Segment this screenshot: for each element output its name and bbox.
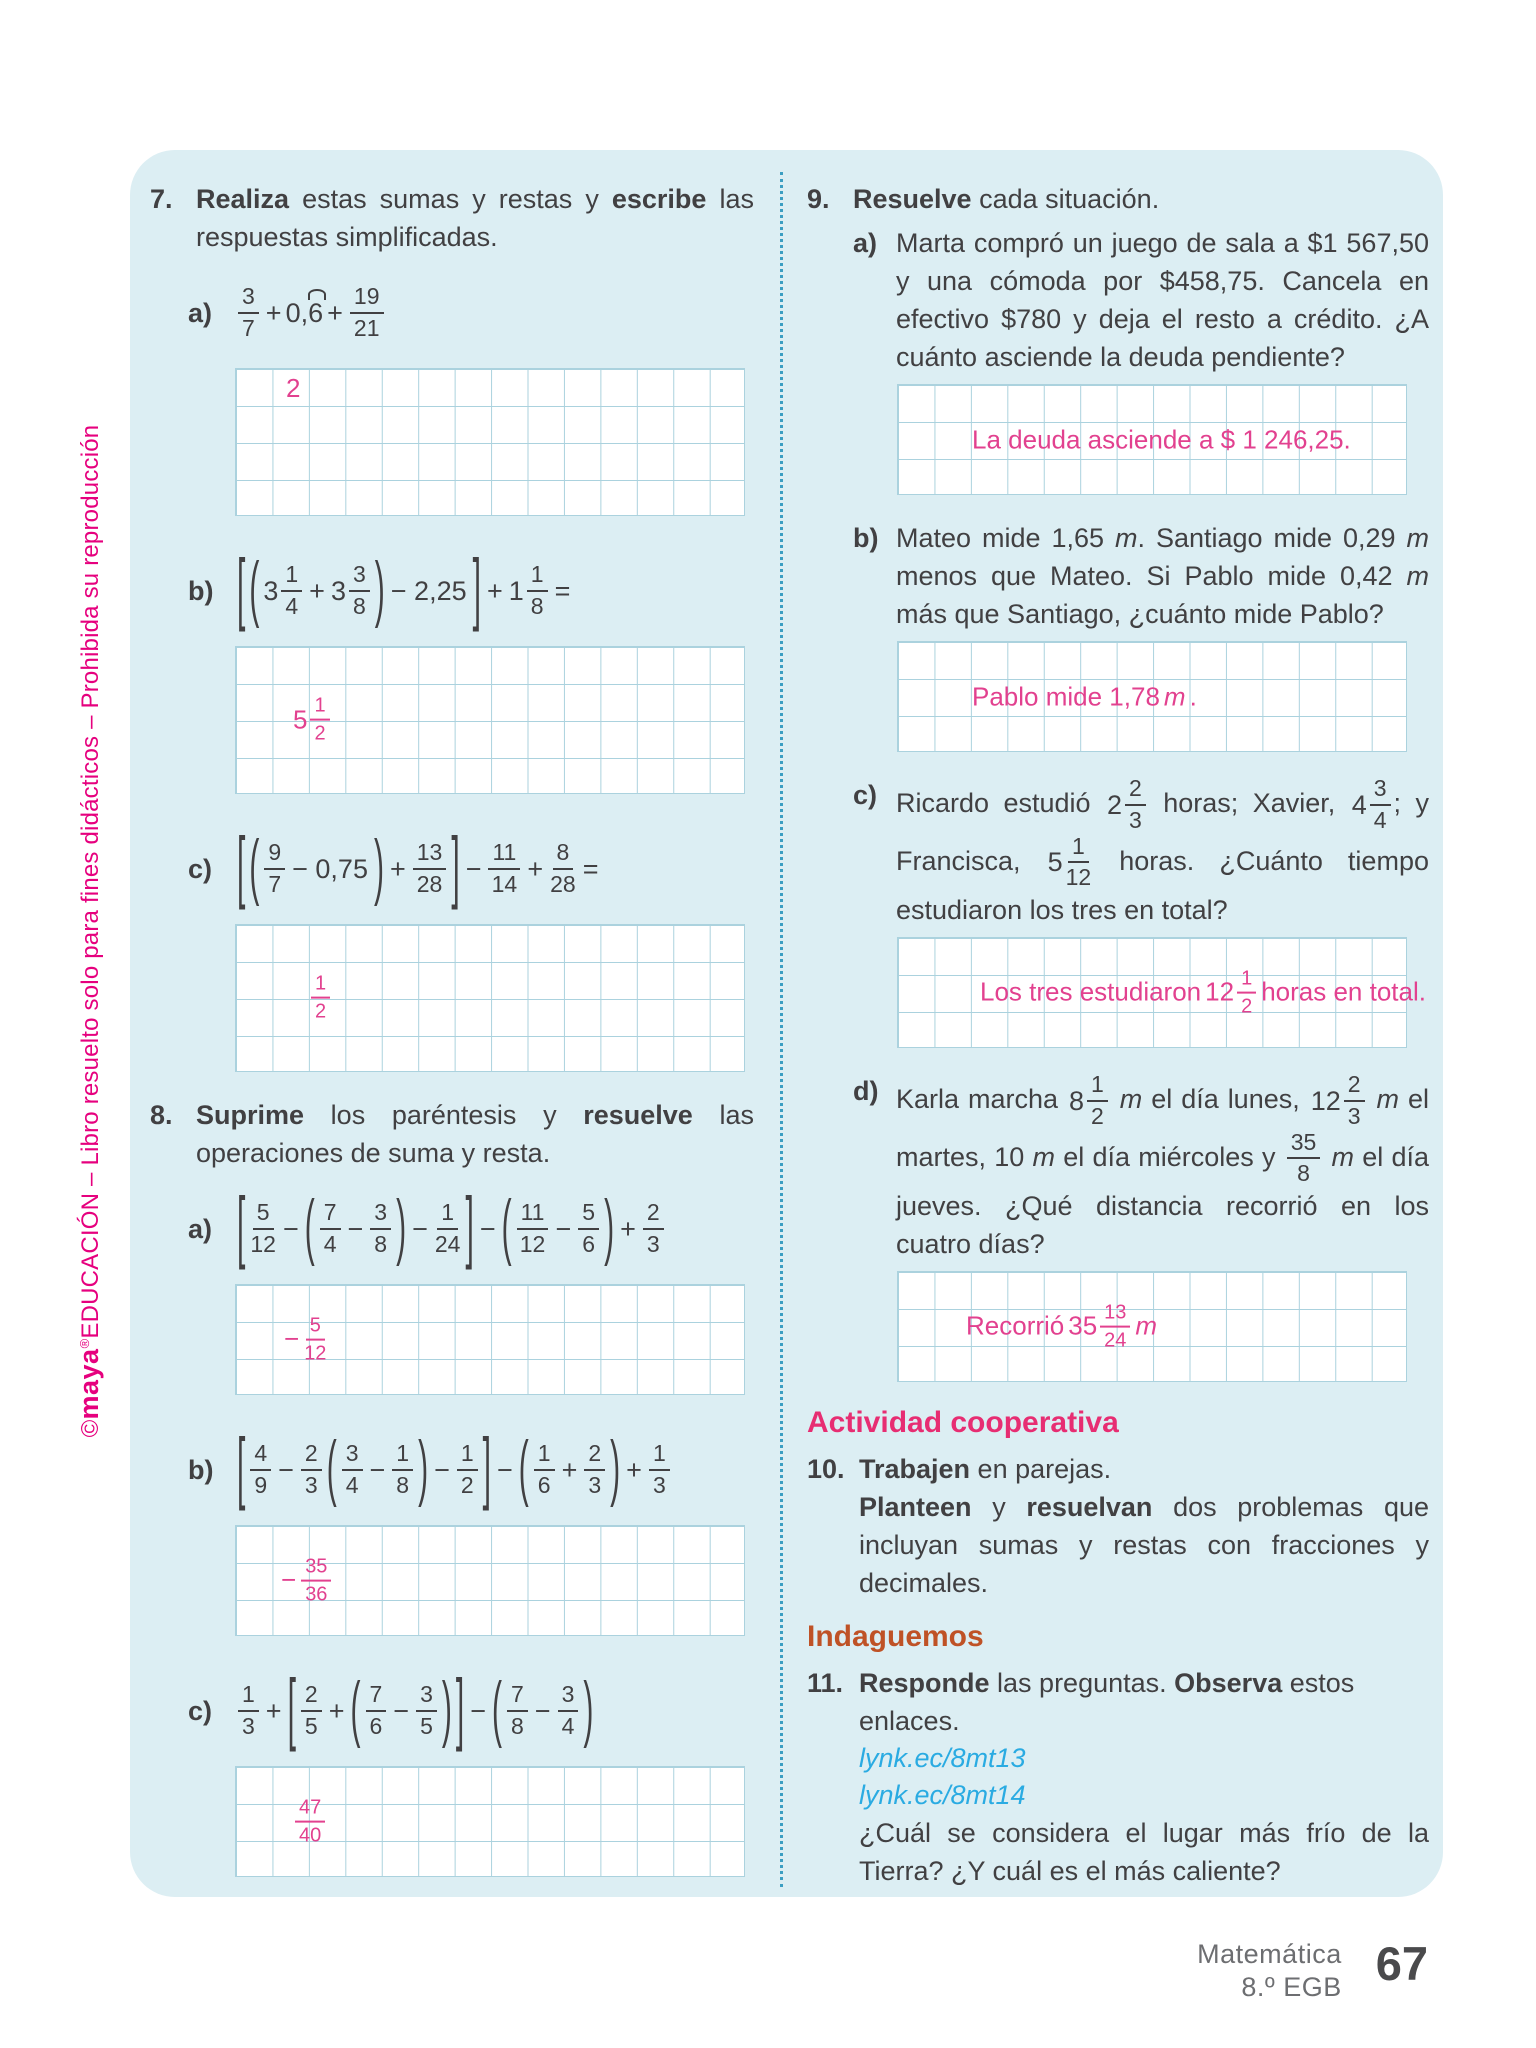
answer-9c: Los tres estudiaron 12 $\frac{1}{2}$ horas en total. xyxy=(980,967,1426,1018)
item-8a xyxy=(188,1178,754,1280)
item-9a xyxy=(853,224,1429,495)
page-number: 67 xyxy=(1375,1937,1428,1990)
answer-9b: Pablo mide 1,78 m . xyxy=(972,681,1197,711)
exercise-7-prompt: Realiza estas sumas y restas y escribe las respuestas simplificadas. xyxy=(196,184,754,252)
inquiry-heading: Indaguemos xyxy=(807,1620,984,1653)
exercise-11-lead: Responde las preguntas. Observa estos enlaces. xyxy=(859,1668,1355,1736)
registered-mark: ® xyxy=(77,1338,92,1349)
cooperative-activity-section xyxy=(807,1406,1429,1602)
exercise-10-body: Planteen y resuelvan dos problemas que incluyan sumas y restas con fracciones y decimales. xyxy=(859,1492,1429,1598)
answer-7c: $\frac{1}{2}$ xyxy=(308,973,333,1024)
worksheet-panel xyxy=(130,150,1443,1897)
item-8c xyxy=(188,1660,754,1762)
footer-grade: 8.º EGB xyxy=(1241,1972,1342,2002)
answer-7b: 5 $\frac{1}{2}$ xyxy=(291,695,333,746)
equation-7a: $\frac{3}{7}$ + 0,6 + $\frac{19}{21}$ xyxy=(235,284,387,342)
answer-grid-8a[interactable] xyxy=(235,1284,745,1395)
answer-grid-8c[interactable] xyxy=(235,1766,745,1877)
right-column xyxy=(783,170,1429,1897)
item-9c-label: c) xyxy=(853,780,878,810)
answer-8a: − $\frac{5}{12}$ xyxy=(284,1314,327,1365)
exercise-9 xyxy=(807,180,1429,1382)
equation-7c: [ ( $\frac{9}{7}$ − 0,75 ) + $\frac{13}{28}$ ] − $\frac{11}{14}$ + $\frac{8}{28}$ = xyxy=(237,823,599,912)
exercise-8-prompt: Suprime los paréntesis y resuelve las operaciones de suma y resta. xyxy=(196,1100,754,1168)
item-9d xyxy=(853,1072,1429,1382)
equation-7b: [ ( 3 $\frac{1}{4}$ + 3 $\frac{3}{8}$ ) − 2,25 ] + 1 $\frac{1}{8}$ = xyxy=(237,545,571,634)
exercise-10-lead: Trabajen en parejas. xyxy=(859,1454,1112,1484)
answer-grid-9d[interactable] xyxy=(897,1271,1407,1382)
equation-8c: $\frac{1}{3}$ + [ $\frac{2}{5}$ + ( $\frac{7}{6}$ − $\frac{3}{5}$ ) ] − ( $\frac{7}{8}$ − $\frac{3}{4}$ ) xyxy=(235,1682,595,1740)
item-7a xyxy=(188,262,754,364)
exercise-7 xyxy=(150,180,754,1072)
exercise-8-number: 8. xyxy=(150,1100,173,1130)
answer-grid-9c[interactable] xyxy=(897,937,1426,1048)
answer-8b: − $\frac{35}{36}$ xyxy=(279,1555,334,1606)
item-8a-label: a) xyxy=(188,1213,213,1244)
answer-8c: $\frac{47}{40}$ xyxy=(292,1796,328,1847)
footer-subject: Matemática xyxy=(1197,1939,1342,1969)
equation-8b: [ $\frac{4}{9}$ − $\frac{2}{3}$ ( $\frac{3}{4}$ − $\frac{1}{8}$ ) − $\frac{1}{2}$ ] − ( $\frac{1}{6}$ + $\frac{2}{3}$ ) + $\frac{1}{3}$ xyxy=(235,1441,673,1499)
publisher-brand: maya xyxy=(74,1348,104,1420)
answer-9d: Recorrió 35 $\frac{13}{24}$ m xyxy=(966,1301,1158,1352)
item-7a-label: a) xyxy=(188,297,213,328)
item-8b xyxy=(188,1419,754,1521)
equation-8a: [ $\frac{5}{12}$ − ( $\frac{7}{4}$ − $\frac{3}{8}$ ) − $\frac{1}{24}$ ] − ( $\frac{11}{12}$ − $\frac{5}{6}$ ) + $\frac{2}{3}$ xyxy=(235,1200,667,1258)
item-7b xyxy=(188,540,754,642)
link-8mt13[interactable]: lynk.ec/8mt13 xyxy=(859,1743,1026,1773)
item-7b-label: b) xyxy=(188,575,214,606)
page-footer xyxy=(1197,1938,1428,2004)
problem-9a-text: Marta compró un juego de sala a $1 567,50 y una cómoda por $458,75. Cancela en efectivo $780 y deja el resto a crédito. ¿A cuánto asciende la deuda pendiente? xyxy=(896,228,1429,372)
item-9b xyxy=(853,519,1429,752)
item-9c xyxy=(853,776,1429,1048)
copyright-symbol: © xyxy=(77,1419,104,1438)
exercise-9-prompt: Resuelve cada situación. xyxy=(853,184,1160,214)
item-9d-label: d) xyxy=(853,1076,879,1106)
exercise-10-number: 10. xyxy=(807,1454,845,1484)
copyright-notice: – Libro resuelto solo para fines didácticos – Prohibida su reproducción xyxy=(77,424,104,1193)
item-7c-label: c) xyxy=(188,853,213,884)
exercise-7-number: 7. xyxy=(150,184,173,214)
answer-grid-7a[interactable] xyxy=(235,368,745,516)
answer-grid-9a[interactable] xyxy=(897,384,1407,495)
item-8c-label: c) xyxy=(188,1695,213,1726)
left-column xyxy=(150,170,780,1897)
answer-grid-7c[interactable] xyxy=(235,924,745,1072)
item-7c xyxy=(188,818,754,920)
item-9a-label: a) xyxy=(853,228,878,258)
problem-9c-text: Ricardo estudió 2 $\frac{2}{3}$ horas; Xavier, 4 $\frac{3}{4}$ ; y Francisca, 5 $\frac{1}{12}$ horas. ¿Cuánto tiempo estudiaron los tres en total? xyxy=(896,775,1429,925)
answer-grid-9b[interactable] xyxy=(897,641,1407,752)
exercise-11-number: 11. xyxy=(807,1668,844,1698)
answer-grid-8b[interactable] xyxy=(235,1525,745,1636)
item-8b-label: b) xyxy=(188,1454,214,1485)
link-8mt14[interactable]: lynk.ec/8mt14 xyxy=(859,1780,1026,1810)
problem-9b-text: Mateo mide 1,65 m. Santiago mide 0,29 m menos que Mateo. Si Pablo mide 0,42 m más que Santiago, ¿cuánto mide Pablo? xyxy=(896,523,1429,629)
copyright-sidebar xyxy=(74,371,106,1491)
exercise-8 xyxy=(150,1096,754,1877)
answer-grid-7b[interactable] xyxy=(235,646,745,794)
answer-7a: 2 xyxy=(286,373,301,403)
exercise-9-number: 9. xyxy=(807,184,830,214)
publisher-name: EDUCACIÓN xyxy=(77,1192,104,1339)
item-9b-label: b) xyxy=(853,523,879,553)
cooperative-activity-heading: Actividad cooperativa xyxy=(807,1406,1119,1439)
inquiry-section xyxy=(807,1620,1429,1890)
problem-9d-text: Karla marcha 8 $\frac{1}{2}$ m el día lunes, 12 $\frac{2}{3}$ m el martes, 10 m el día miércoles y $\frac{35}{8}$ m el día jueves. ¿Qué distancia recorrió en los cuatro días? xyxy=(896,1071,1429,1259)
answer-9a: La deuda asciende a $ 1 246,25. xyxy=(972,424,1351,454)
exercise-11-question: ¿Cuál se considera el lugar más frío de la Tierra? ¿Y cuál es el más caliente? xyxy=(859,1818,1429,1886)
